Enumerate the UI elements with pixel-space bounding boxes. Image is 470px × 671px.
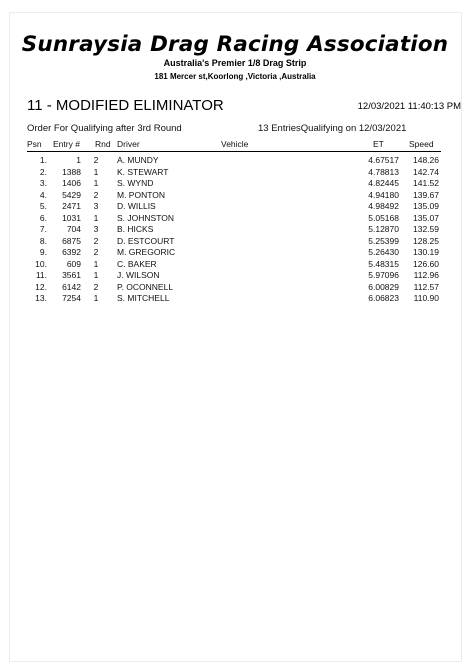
et-cell: 5.05168: [368, 212, 399, 223]
entry-cell: 6392: [62, 247, 81, 257]
driver-cell: S. WYND: [117, 178, 154, 188]
entry-cell: 704: [66, 224, 81, 234]
tagline: Australia's Premier 1/8 Drag Strip: [163, 58, 307, 68]
rnd-cell: 1: [93, 178, 99, 188]
rnd-cell: 2: [93, 155, 99, 165]
entry-cell: 6875: [62, 235, 81, 246]
et-cell: 4.67517: [368, 155, 399, 165]
column-header-psn: Psn: [27, 139, 42, 149]
column-header-rnd: Rnd: [95, 139, 111, 149]
table-row: [27, 190, 441, 202]
table-row: [27, 213, 441, 225]
speed-cell: 112.96: [413, 270, 439, 280]
rnd-cell: 2: [93, 189, 99, 200]
rnd-cell: 1: [93, 258, 99, 269]
psn-cell: 7.: [39, 224, 47, 234]
speed-cell: 110.90: [413, 293, 439, 303]
driver-cell: S. MITCHELL: [117, 293, 170, 303]
table-row: [27, 282, 441, 294]
table-row: [27, 167, 441, 179]
table-row: [27, 155, 441, 167]
driver-cell: K. STEWART: [117, 166, 169, 177]
entry-cell: 609: [66, 258, 81, 269]
speed-cell: 135.07: [413, 212, 439, 223]
table-row: [27, 247, 441, 259]
psn-cell: 4.: [39, 189, 47, 200]
et-cell: 5.26430: [368, 247, 399, 257]
table-row: [27, 201, 441, 213]
driver-cell: S. JOHNSTON: [117, 212, 174, 223]
driver-cell: A. MUNDY: [117, 155, 159, 165]
speed-cell: 130.19: [413, 247, 439, 257]
table-row: [27, 259, 441, 271]
column-header-et: ET: [373, 139, 384, 149]
et-cell: 4.98492: [368, 201, 399, 211]
entry-cell: 1: [76, 155, 81, 165]
et-cell: 5.97096: [368, 270, 399, 280]
entry-cell: 1406: [62, 178, 81, 188]
table-row: [27, 178, 441, 190]
rnd-cell: 2: [93, 281, 99, 292]
table-row: [27, 236, 441, 248]
et-cell: 5.12870: [368, 224, 399, 234]
psn-cell: 2.: [39, 166, 47, 177]
rnd-cell: 1: [93, 270, 99, 280]
entry-cell: 2471: [62, 201, 81, 211]
table-row: [27, 270, 441, 282]
table-row: [27, 293, 441, 305]
rnd-cell: 3: [93, 224, 99, 234]
rnd-cell: 3: [93, 201, 99, 211]
rnd-cell: 1: [93, 293, 99, 303]
et-cell: 6.06823: [368, 293, 399, 303]
psn-cell: 5.: [39, 201, 47, 211]
column-header-speed: Speed: [409, 139, 434, 149]
driver-cell: M. GREGORIC: [117, 247, 176, 257]
rnd-cell: 1: [93, 166, 99, 177]
entry-cell: 5429: [62, 189, 81, 200]
column-header-entry: Entry #: [53, 139, 80, 149]
driver-cell: P. OCONNELL: [117, 281, 174, 292]
psn-cell: 1.: [39, 155, 47, 165]
speed-cell: 142.74: [413, 166, 439, 177]
et-cell: 5.48315: [368, 258, 399, 269]
speed-cell: 141.52: [413, 178, 439, 188]
et-cell: 4.94180: [368, 189, 399, 200]
speed-cell: 112.57: [413, 281, 439, 292]
table-header: [27, 139, 441, 152]
speed-cell: 128.25: [413, 235, 439, 246]
column-header-driver: Driver: [117, 139, 140, 149]
rnd-cell: 2: [93, 235, 99, 246]
driver-cell: B. HICKS: [117, 224, 154, 234]
column-header-vehicle: Vehicle: [221, 139, 249, 149]
organization-title: Sunraysia Drag Racing Association: [21, 32, 449, 56]
psn-cell: 13.: [35, 293, 47, 303]
entry-cell: 6142: [62, 281, 81, 292]
speed-cell: 135.09: [413, 201, 439, 211]
speed-cell: 148.26: [413, 155, 439, 165]
address: 181 Mercer st,Koorlong ,Victoria ,Australia: [154, 72, 316, 81]
et-cell: 4.78813: [368, 166, 399, 177]
et-cell: 5.25399: [368, 235, 399, 246]
entry-cell: 1388: [62, 166, 81, 177]
speed-cell: 126.60: [413, 258, 439, 269]
qualifying-order-note: Order For Qualifying after 3rd Round: [27, 123, 182, 134]
driver-cell: J. WILSON: [117, 270, 160, 280]
speed-cell: 139.67: [413, 189, 439, 200]
psn-cell: 11.: [35, 270, 47, 280]
entries-note: 13 EntriesQualifying on 12/03/2021: [258, 123, 407, 134]
driver-cell: C. BAKER: [117, 258, 157, 269]
driver-cell: D. ESTCOURT: [117, 235, 175, 246]
psn-cell: 12.: [35, 281, 47, 292]
rnd-cell: 1: [93, 212, 99, 223]
class-title: 11 - MODIFIED ELIMINATOR: [27, 97, 224, 114]
driver-cell: D. WILLIS: [117, 201, 156, 211]
entry-cell: 1031: [62, 212, 81, 223]
speed-cell: 132.59: [413, 224, 439, 234]
et-cell: 4.82445: [368, 178, 399, 188]
rnd-cell: 2: [93, 247, 99, 257]
entry-cell: 3561: [62, 270, 81, 280]
results-table: [27, 155, 441, 305]
psn-cell: 9.: [39, 247, 47, 257]
et-cell: 6.00829: [368, 281, 399, 292]
entry-cell: 7254: [62, 293, 81, 303]
printed-timestamp: 12/03/2021 11:40:13 PM: [357, 101, 461, 112]
psn-cell: 3.: [39, 178, 47, 188]
psn-cell: 10.: [35, 258, 47, 269]
psn-cell: 6.: [39, 212, 47, 223]
table-row: [27, 224, 441, 236]
psn-cell: 8.: [39, 235, 47, 246]
driver-cell: M. PONTON: [117, 189, 166, 200]
